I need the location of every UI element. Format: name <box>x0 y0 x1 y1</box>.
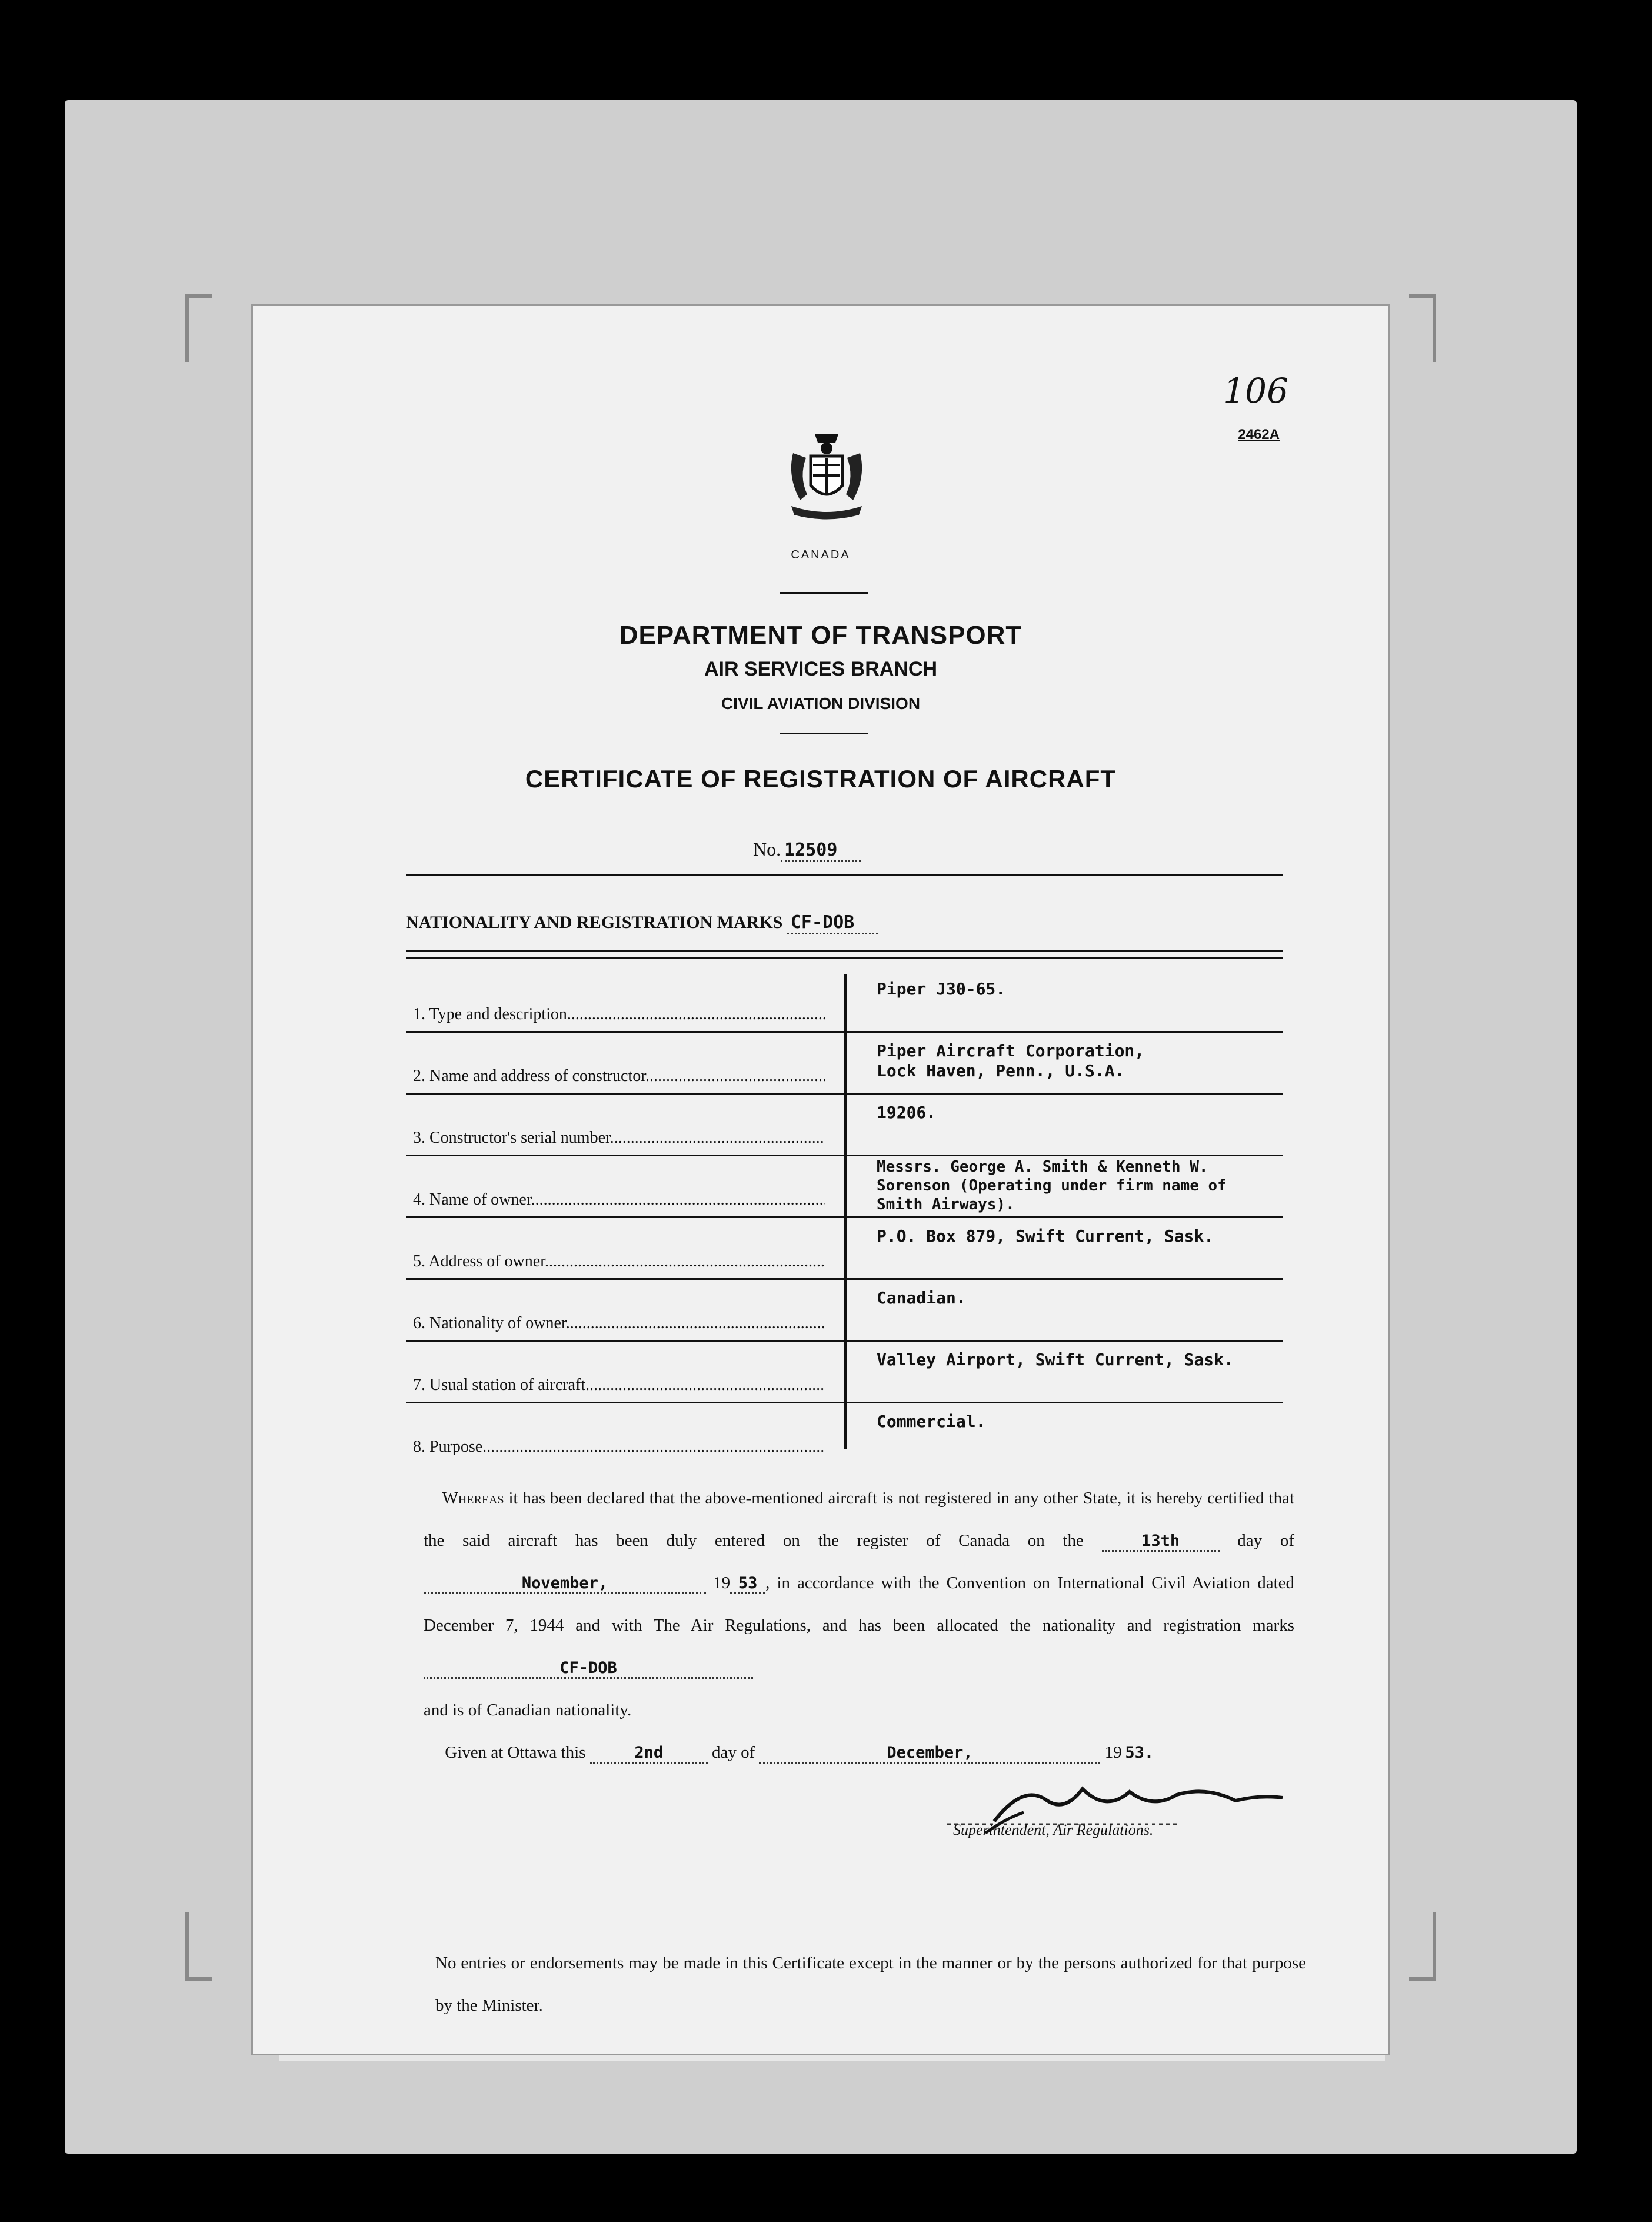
divider <box>780 733 868 734</box>
certification-text <box>424 1477 1294 1774</box>
corner-mark-bottom-right <box>1409 1912 1436 1981</box>
certificate-number-label: No. <box>753 839 781 860</box>
file-number: 106 <box>1223 371 1288 411</box>
field-value: Piper J30-65. <box>877 979 1006 999</box>
entry-day: 13th <box>1102 1532 1220 1552</box>
day-of-label: day of <box>1237 1531 1295 1550</box>
division-heading: CIVIL AVIATION DIVISION <box>721 694 921 713</box>
corner-mark-top-left <box>185 294 212 362</box>
certificate-document <box>253 306 1388 2054</box>
nationality-marks-value: CF-DOB <box>787 912 878 934</box>
table-row <box>406 1218 1283 1280</box>
corner-mark-top-right <box>1409 294 1436 362</box>
branch-heading: AIR SERVICES BRANCH <box>704 658 938 680</box>
given-year-prefix: 19 <box>1104 1743 1122 1762</box>
corner-mark-bottom-left <box>185 1912 212 1981</box>
endorsement-notice: No entries or endorsements may be made in this Certificate except in the manner or by the persons authorized for that purpose by the Minister. <box>435 1954 1306 2015</box>
department-heading: DEPARTMENT OF TRANSPORT <box>619 621 1022 650</box>
certification-text-3: and is of Canadian nationality. <box>424 1701 632 1719</box>
field-label: 6. Nationality of owner ..... <box>413 1314 825 1333</box>
given-day: 2nd <box>590 1744 708 1764</box>
given-year: 53. <box>1125 1744 1154 1762</box>
certificate-number <box>753 839 861 860</box>
field-value: P.O. Box 879, Swift Current, Sask. <box>877 1226 1214 1246</box>
table-row <box>406 1095 1283 1156</box>
year-prefix: 19 <box>713 1574 731 1592</box>
certification-text-1: it has been declared that the above-mentioned aircraft is not registered in any other State, it is hereby certified that the said aircraft has been duly entered on the register of Canada on the <box>424 1489 1295 1550</box>
certificate-number-value: 12509 <box>781 840 861 862</box>
field-value: Messrs. George A. Smith & Kenneth W. Sorenson (Operating under firm name of Smith Airways). <box>877 1158 1227 1213</box>
nationality-marks <box>406 912 878 933</box>
table-row <box>406 1156 1283 1218</box>
field-label: 7. Usual station of aircraft ..... <box>413 1376 825 1395</box>
divider <box>780 592 868 594</box>
table-row <box>406 971 1283 1033</box>
field-value: Canadian. <box>877 1288 966 1308</box>
field-value: Commercial. <box>877 1412 986 1431</box>
particulars-table <box>406 971 1283 1463</box>
certificate-title: CERTIFICATE OF REGISTRATION OF AIRCRAFT <box>525 765 1117 793</box>
table-row <box>406 1033 1283 1095</box>
field-label: 1. Type and description ..... <box>413 1005 825 1024</box>
field-label: 4. Name of owner ..... <box>413 1190 825 1209</box>
rule-line <box>406 874 1283 876</box>
given-at-label: Given at Ottawa this <box>445 1743 586 1762</box>
field-value: 19206. <box>877 1103 937 1122</box>
canada-coat-of-arms-icon <box>782 430 871 524</box>
nationality-marks-label: NATIONALITY AND REGISTRATION MARKS <box>406 913 783 932</box>
whereas-word: Whereas <box>442 1489 504 1508</box>
entry-year: 53 <box>730 1575 765 1594</box>
field-label: 8. Purpose ..... <box>413 1438 825 1456</box>
rule-line <box>406 950 1283 952</box>
given-day-of-label: day of <box>711 1743 755 1762</box>
signatory-title: Superintendent, Air Regulations. <box>953 1821 1154 1838</box>
crest-label: CANADA <box>791 548 851 561</box>
field-value: Valley Airport, Swift Current, Sask. <box>877 1350 1234 1369</box>
entry-month: November, <box>424 1575 706 1594</box>
allocated-marks: CF-DOB <box>424 1659 753 1679</box>
field-value: Piper Aircraft Corporation, Lock Haven, Penn., U.S.A. <box>877 1041 1145 1080</box>
field-label: 3. Constructor's serial number ..... <box>413 1129 825 1147</box>
certification-text-2: , in accordance with the Convention on International Civil Aviation dated December 7, 1944 and with The Air Regulations, and has been allocated the nationality and registration marks <box>424 1574 1295 1635</box>
table-row <box>406 1342 1283 1403</box>
table-row <box>406 1403 1283 1463</box>
table-row <box>406 1280 1283 1342</box>
given-month: December, <box>759 1744 1100 1764</box>
field-label: 2. Name and address of constructor ..... <box>413 1067 825 1086</box>
form-number: 2462A <box>1238 427 1280 443</box>
rule-line <box>406 957 1283 959</box>
field-label: 5. Address of owner ..... <box>413 1252 825 1271</box>
